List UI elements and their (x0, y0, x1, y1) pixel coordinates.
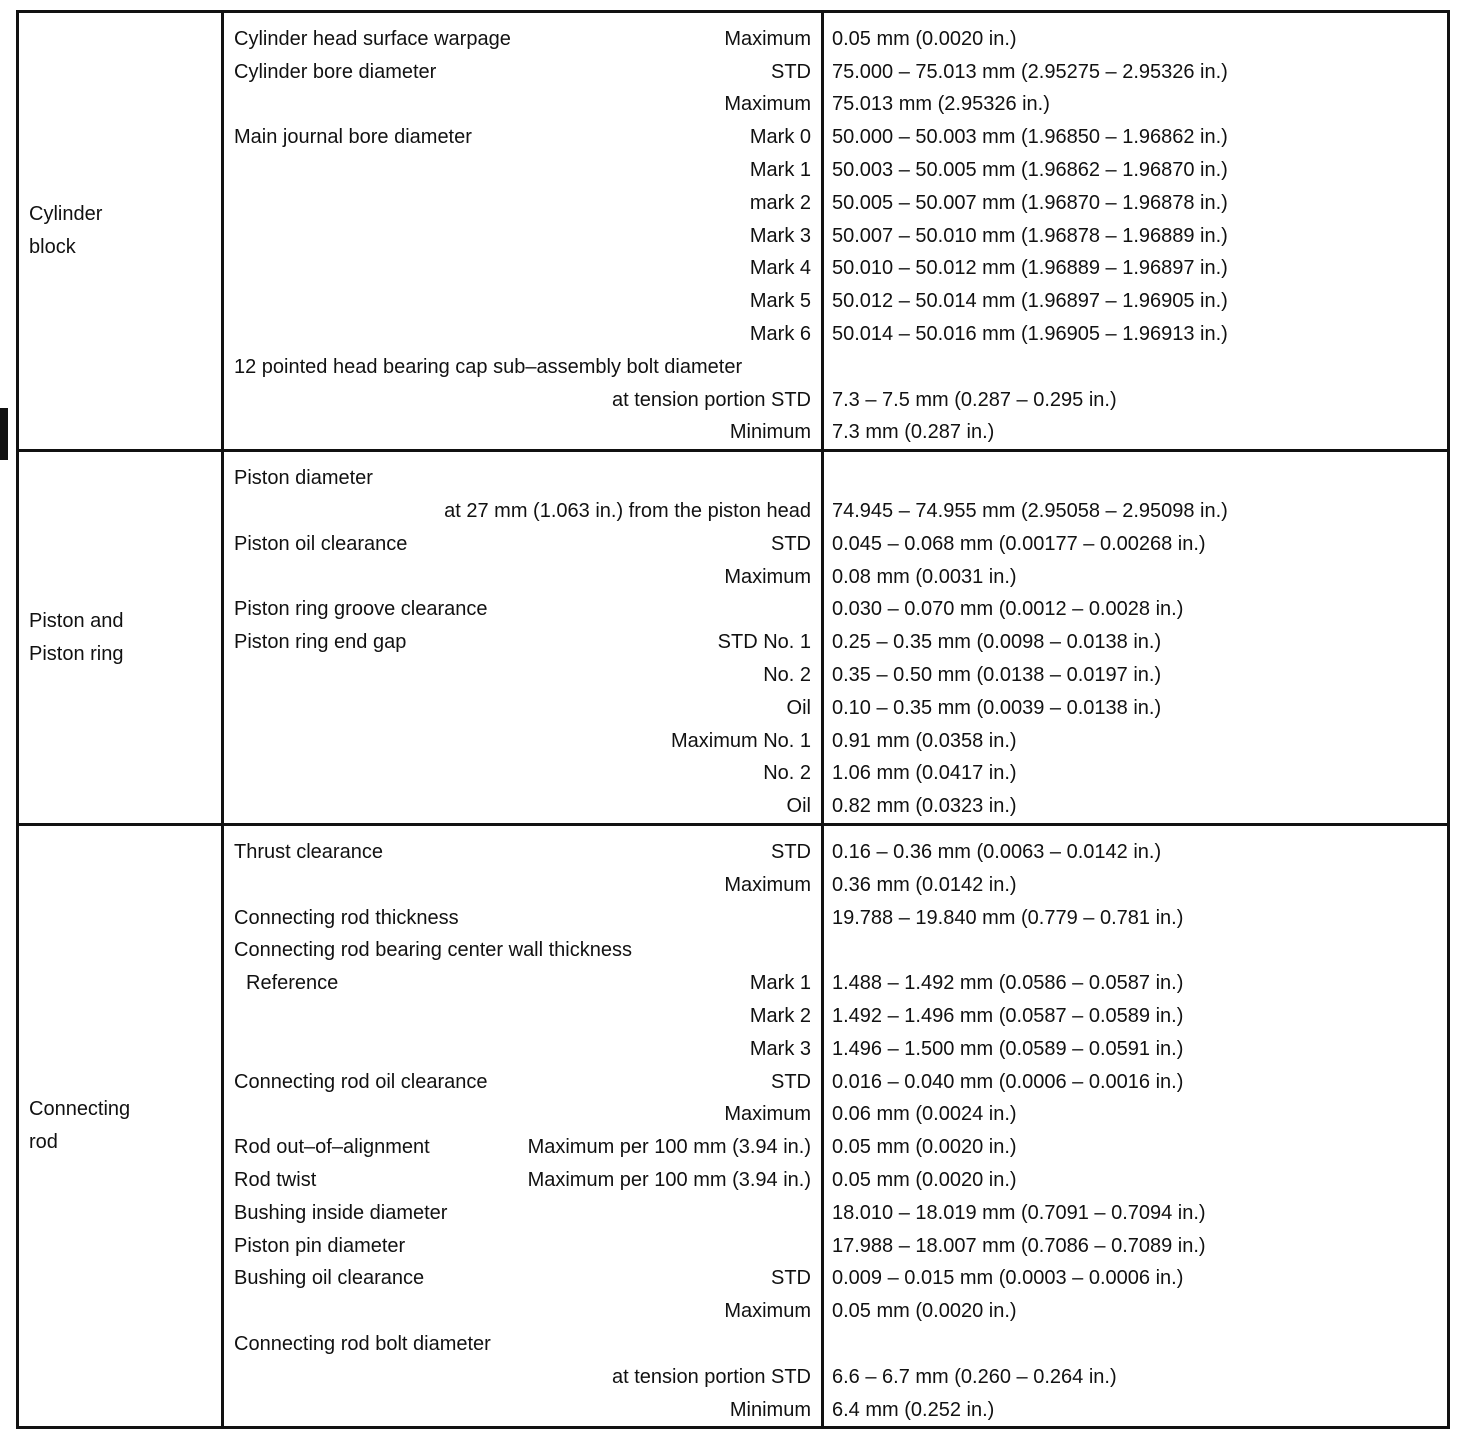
spec-value: 0.05 mm (0.0020 in.) (832, 1300, 1017, 1323)
page-edge-marker (0, 408, 8, 460)
spec-row (224, 1361, 821, 1394)
item-column (224, 452, 824, 823)
spec-value: 1.06 mm (0.0417 in.) (832, 762, 1017, 785)
spec-row (224, 1000, 821, 1033)
item-label: Thrust clearance (234, 841, 383, 864)
item-condition: STD (771, 841, 811, 864)
item-condition: STD (771, 1070, 811, 1093)
item-label: Piston pin diameter (234, 1234, 406, 1257)
spec-value: 18.010 – 18.019 mm (0.7091 – 0.7094 in.) (832, 1201, 1206, 1224)
spec-row (224, 561, 821, 594)
spec-row (224, 89, 821, 122)
item-label: Bushing inside diameter (234, 1201, 448, 1224)
spec-row (224, 1262, 821, 1295)
spec-value: 0.05 mm (0.0020 in.) (832, 27, 1017, 50)
item-condition: Mark 6 (749, 323, 811, 346)
spec-row (224, 495, 821, 528)
item-label: Main journal bore diameter (234, 126, 472, 149)
item-condition: Maximum (724, 1103, 811, 1126)
spec-row (224, 121, 821, 154)
spec-row (224, 154, 821, 187)
item-label: Rod twist (234, 1168, 317, 1191)
item-condition: Mark 3 (749, 224, 811, 247)
spec-row (224, 1164, 821, 1197)
item-condition: Mark 0 (749, 126, 811, 149)
spec-value: 0.05 mm (0.0020 in.) (832, 1136, 1017, 1159)
spec-value: 50.005 – 50.007 mm (1.96870 – 1.96878 in.) (832, 191, 1228, 214)
spec-value: 0.10 – 0.35 mm (0.0039 – 0.0138 in.) (832, 696, 1162, 719)
spec-section (19, 13, 1447, 449)
spec-value: 0.016 – 0.040 mm (0.0006 – 0.0016 in.) (832, 1070, 1184, 1093)
item-column (224, 826, 824, 1426)
spec-value (824, 1328, 1447, 1361)
category-label: Piston and Piston ring (29, 609, 124, 665)
item-condition: Mark 2 (749, 1005, 811, 1027)
item-condition: at tension portion STD (612, 388, 811, 411)
item-condition: Mark 1 (749, 159, 811, 182)
spec-row (224, 1197, 821, 1230)
spec-value: 0.08 mm (0.0031 in.) (832, 565, 1017, 588)
category-cell (19, 826, 224, 1426)
spec-row (224, 23, 821, 56)
item-label: Rod out–of–alignment (234, 1136, 430, 1159)
category-label: Connecting rod (29, 1098, 131, 1154)
spec-value: 0.25 – 0.35 mm (0.0098 – 0.0138 in.) (832, 631, 1162, 654)
item-label: Cylinder head surface warpage (234, 27, 511, 50)
spec-row (224, 1033, 821, 1066)
item-condition: Oil (786, 795, 811, 818)
spec-value: 7.3 mm (0.287 in.) (832, 421, 995, 444)
item-condition: Oil (786, 696, 811, 719)
item-label: Connecting rod thickness (234, 906, 459, 929)
item-condition: No. 2 (763, 664, 811, 687)
spec-value: 0.16 – 0.36 mm (0.0063 – 0.0142 in.) (832, 841, 1162, 864)
spec-value: 50.000 – 50.003 mm (1.96850 – 1.96862 in.) (832, 126, 1228, 149)
spec-row (224, 1131, 821, 1164)
item-condition: No. 2 (763, 762, 811, 785)
item-label: Piston oil clearance (234, 532, 408, 555)
spec-value: 75.013 mm (2.95326 in.) (832, 93, 1050, 116)
spec-row (224, 1230, 821, 1263)
item-label: Reference (246, 972, 339, 995)
category-cell (19, 13, 224, 449)
spec-row (224, 594, 821, 627)
item-condition: Mark 5 (749, 290, 811, 313)
item-condition: STD (771, 60, 811, 83)
value-column (824, 452, 1447, 823)
spec-value: 50.010 – 50.012 mm (1.96889 – 1.96897 in.) (832, 257, 1228, 280)
spec-value: 0.35 – 0.50 mm (0.0138 – 0.0197 in.) (832, 664, 1162, 687)
spec-value: 1.488 – 1.492 mm (0.0586 – 0.0587 in.) (832, 972, 1184, 995)
item-condition: Mark 3 (749, 1037, 811, 1060)
spec-section (19, 449, 1447, 823)
spec-value: 50.012 – 50.014 mm (1.96897 – 1.96905 in.) (832, 290, 1228, 313)
item-label: Connecting rod bolt diameter (234, 1332, 491, 1355)
spec-value: 19.788 – 19.840 mm (0.779 – 0.781 in.) (832, 906, 1184, 929)
spec-value: 1.496 – 1.500 mm (0.0589 – 0.0591 in.) (832, 1037, 1184, 1060)
item-condition: at 27 mm (1.063 in.) from the piston head (444, 500, 811, 523)
spec-value: 7.3 – 7.5 mm (0.287 – 0.295 in.) (832, 388, 1117, 411)
spec-value (824, 935, 1447, 968)
spec-row (224, 220, 821, 253)
spec-row (224, 462, 821, 495)
spec-row (224, 1099, 821, 1132)
item-label: Bushing oil clearance (234, 1267, 425, 1290)
spec-row (224, 967, 821, 1000)
spec-row (224, 253, 821, 286)
spec-value: 0.82 mm (0.0323 in.) (832, 795, 1017, 818)
spec-row (224, 869, 821, 902)
spec-value (824, 351, 1447, 384)
item-condition: Maximum (724, 27, 811, 50)
spec-value: 75.000 – 75.013 mm (2.95275 – 2.95326 in.) (832, 60, 1228, 83)
item-column (224, 13, 824, 449)
item-label: Connecting rod bearing center wall thickness (234, 939, 632, 962)
category-label: Cylinder block (29, 203, 103, 259)
spec-row (224, 758, 821, 791)
spec-row (224, 1328, 821, 1361)
value-column (824, 13, 1447, 449)
item-label: Piston diameter (234, 467, 373, 490)
item-condition: mark 2 (749, 191, 811, 214)
spec-row (224, 285, 821, 318)
item-label: Piston ring groove clearance (234, 598, 488, 621)
spec-row (224, 187, 821, 220)
spec-row (224, 351, 821, 384)
spec-value: 0.91 mm (0.0358 in.) (832, 729, 1017, 752)
item-condition: STD (771, 1267, 811, 1290)
spec-value: 50.014 – 50.016 mm (1.96905 – 1.96913 in.) (832, 323, 1228, 346)
spec-row (224, 318, 821, 351)
item-condition: at tension portion STD (612, 1365, 811, 1388)
spec-value: 6.4 mm (0.252 in.) (832, 1398, 995, 1421)
spec-value: 0.05 mm (0.0020 in.) (832, 1168, 1017, 1191)
item-condition: Maximum per 100 mm (3.94 in.) (527, 1168, 811, 1191)
spec-row (224, 528, 821, 561)
item-label: Piston ring end gap (234, 631, 407, 654)
spec-value: 0.030 – 0.070 mm (0.0012 – 0.0028 in.) (832, 598, 1184, 621)
spec-value: 6.6 – 6.7 mm (0.260 – 0.264 in.) (832, 1365, 1117, 1388)
spec-section (19, 823, 1447, 1426)
spec-value: 74.945 – 74.955 mm (2.95058 – 2.95098 in.) (832, 500, 1228, 523)
item-condition: Minimum (729, 421, 811, 444)
spec-value (824, 462, 1447, 495)
spec-row (224, 659, 821, 692)
spec-row (224, 417, 821, 450)
spec-row (224, 626, 821, 659)
spec-row (224, 836, 821, 869)
spec-value: 1.492 – 1.496 mm (0.0587 – 0.0589 in.) (832, 1005, 1184, 1027)
spec-value: 0.045 – 0.068 mm (0.00177 – 0.00268 in.) (832, 532, 1206, 555)
item-condition: Maximum (724, 873, 811, 896)
spec-row (224, 1295, 821, 1328)
spec-value: 0.36 mm (0.0142 in.) (832, 873, 1017, 896)
spec-row (224, 1066, 821, 1099)
value-column (824, 826, 1447, 1426)
item-condition: Minimum (729, 1398, 811, 1421)
item-condition: Maximum No. 1 (670, 729, 811, 752)
spec-value: 0.009 – 0.015 mm (0.0003 – 0.0006 in.) (832, 1267, 1184, 1290)
spec-row (224, 725, 821, 758)
spec-row (224, 902, 821, 935)
item-condition: Mark 1 (749, 972, 811, 995)
item-condition: Maximum (724, 565, 811, 588)
spec-value: 17.988 – 18.007 mm (0.7086 – 0.7089 in.) (832, 1234, 1206, 1257)
spec-value: 0.06 mm (0.0024 in.) (832, 1103, 1017, 1126)
item-label: 12 pointed head bearing cap sub–assembly bolt diameter (234, 355, 743, 378)
item-condition: STD (771, 532, 811, 555)
item-label: Connecting rod oil clearance (234, 1070, 488, 1093)
spec-row (224, 1394, 821, 1427)
spec-value: 50.003 – 50.005 mm (1.96862 – 1.96870 in.) (832, 159, 1228, 182)
spec-table (16, 10, 1450, 1429)
spec-row (224, 56, 821, 89)
spec-row (224, 790, 821, 823)
item-label: Cylinder bore diameter (234, 60, 437, 83)
item-condition: Maximum per 100 mm (3.94 in.) (527, 1136, 811, 1159)
spec-row (224, 384, 821, 417)
spec-value: 50.007 – 50.010 mm (1.96878 – 1.96889 in.) (832, 224, 1228, 247)
category-cell (19, 452, 224, 823)
item-condition: STD No. 1 (717, 631, 811, 654)
item-condition: Maximum (724, 1300, 811, 1323)
item-condition: Maximum (724, 93, 811, 116)
spec-row (224, 692, 821, 725)
item-condition: Mark 4 (749, 257, 811, 280)
spec-row (224, 935, 821, 968)
